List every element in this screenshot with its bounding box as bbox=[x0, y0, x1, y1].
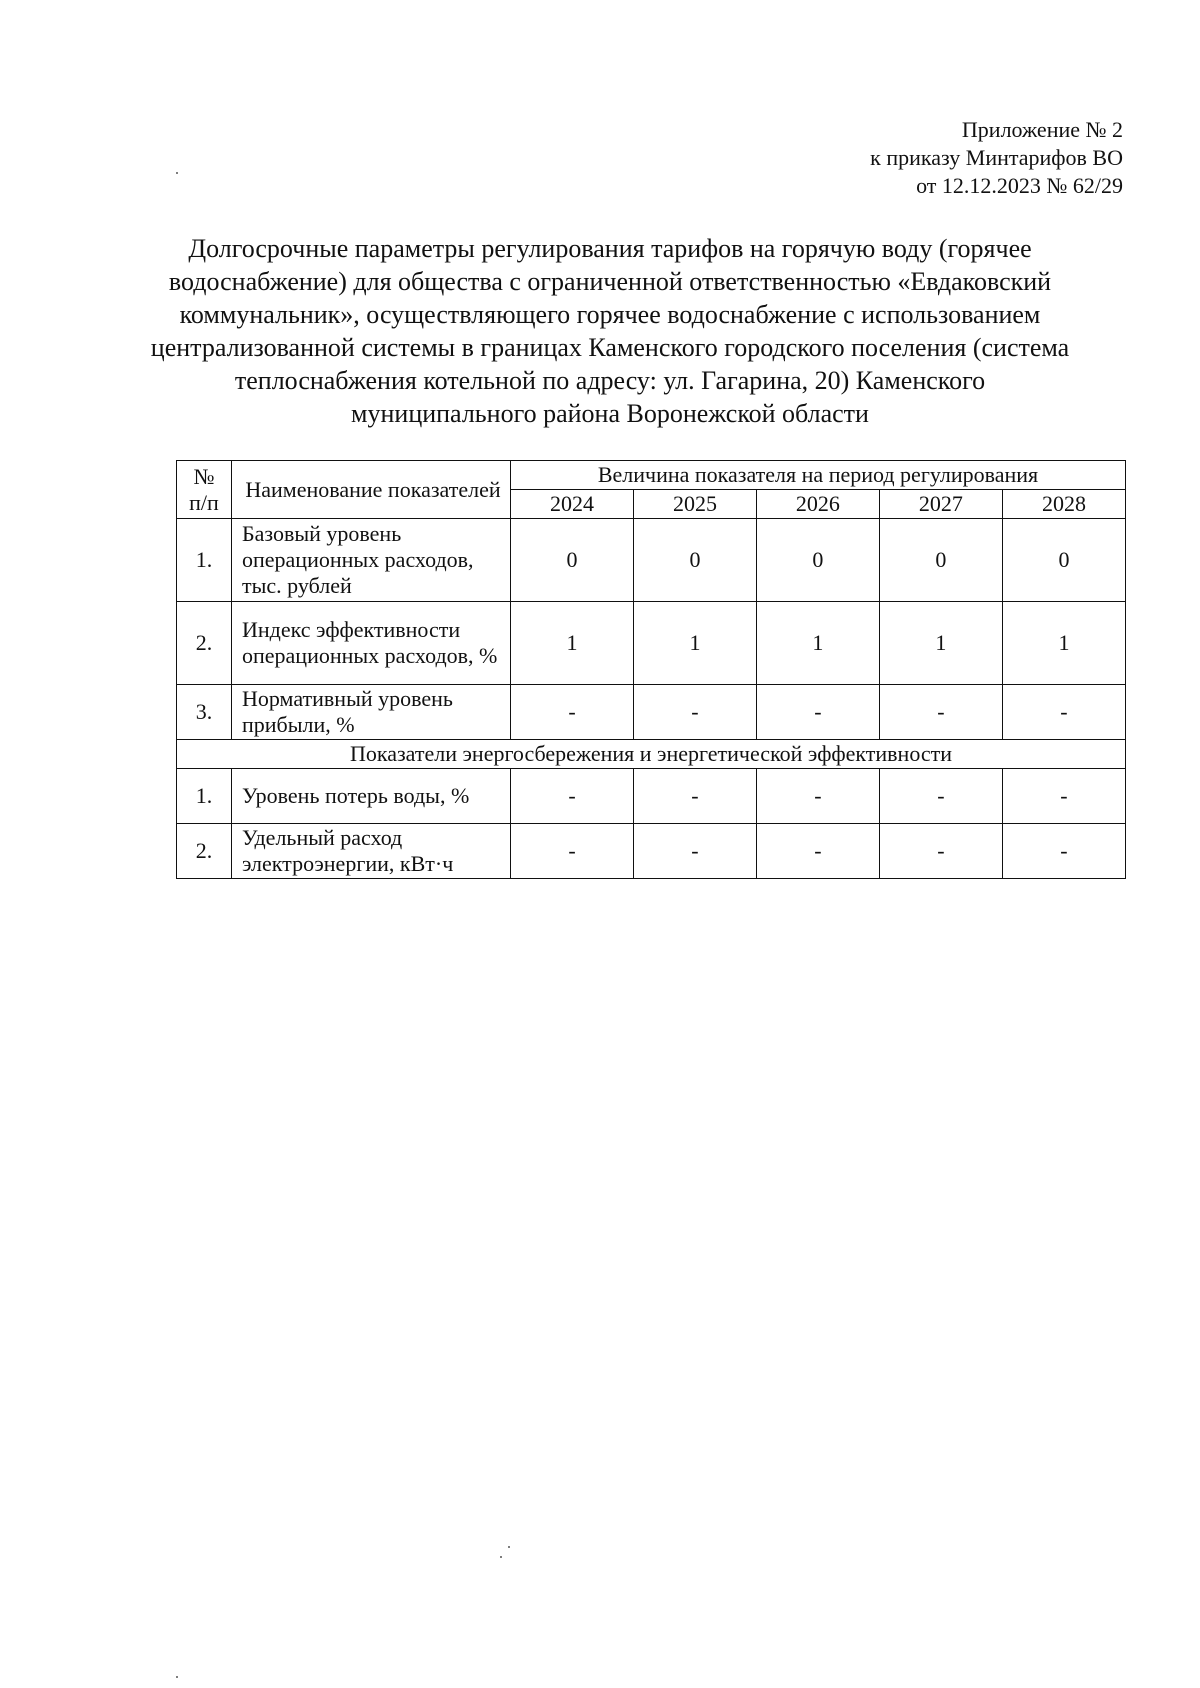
scan-speck bbox=[508, 1546, 510, 1548]
row-value: - bbox=[633, 685, 756, 740]
document-title: Долгосрочные параметры регулирования тарифов на горячую воду (горячее водоснабжение) для общества с ограниченной ответственностью «Евдаковский коммунальник», осуществляющего горячее водоснабжение с использованием централизованной системы в границах Каменского городского поселения (система теплоснабжения котельной по адресу: ул. Гагарина, 20) Каменского муниципального района Воронежской области bbox=[150, 234, 1070, 428]
row-value: 0 bbox=[756, 519, 879, 602]
row-number: 3. bbox=[177, 685, 232, 740]
parameters-table bbox=[176, 460, 1126, 879]
row-number: 2. bbox=[177, 602, 232, 685]
row-value: 0 bbox=[633, 519, 756, 602]
row-value: - bbox=[879, 824, 1002, 879]
row-value: - bbox=[756, 769, 879, 824]
header-year: 2027 bbox=[879, 490, 1002, 519]
row-name: Индекс эффективности операционных расходов, % bbox=[232, 602, 511, 685]
row-value: - bbox=[1002, 824, 1125, 879]
row-value: - bbox=[511, 824, 634, 879]
row-value: - bbox=[1002, 685, 1125, 740]
section-title: Показатели энергосбережения и энергетической эффективности bbox=[177, 740, 1126, 769]
table-row bbox=[177, 602, 1126, 685]
row-number: 2. bbox=[177, 824, 232, 879]
scan-speck bbox=[500, 1556, 502, 1558]
row-name: Удельный расход электроэнергии, кВт·ч bbox=[232, 824, 511, 879]
row-value: - bbox=[756, 824, 879, 879]
annex-order-ref: к приказу Минтарифов ВО bbox=[870, 145, 1123, 170]
row-value: 1 bbox=[1002, 602, 1125, 685]
annex-number: Приложение № 2 bbox=[961, 117, 1123, 142]
row-value: 1 bbox=[511, 602, 634, 685]
row-number: 1. bbox=[177, 769, 232, 824]
table-section-row bbox=[177, 740, 1126, 769]
row-value: 0 bbox=[1002, 519, 1125, 602]
header-year: 2025 bbox=[633, 490, 756, 519]
row-value: - bbox=[511, 685, 634, 740]
header-name: Наименование показателей bbox=[232, 461, 511, 519]
header-year: 2026 bbox=[756, 490, 879, 519]
row-value: - bbox=[633, 824, 756, 879]
scan-speck bbox=[176, 172, 178, 174]
table-header-row bbox=[177, 461, 1126, 490]
row-value: - bbox=[633, 769, 756, 824]
annex-order-date: от 12.12.2023 № 62/29 bbox=[916, 173, 1123, 198]
row-value: 1 bbox=[756, 602, 879, 685]
row-number: 1. bbox=[177, 519, 232, 602]
row-name: Уровень потерь воды, % bbox=[232, 769, 511, 824]
row-value: - bbox=[879, 685, 1002, 740]
header-number: № п/п bbox=[177, 461, 232, 519]
header-year: 2028 bbox=[1002, 490, 1125, 519]
row-name: Нормативный уровень прибыли, % bbox=[232, 685, 511, 740]
row-value: - bbox=[756, 685, 879, 740]
header-period: Величина показателя на период регулирования bbox=[511, 461, 1126, 490]
row-name: Базовый уровень операционных расходов, тыс. рублей bbox=[232, 519, 511, 602]
table-row bbox=[177, 685, 1126, 740]
row-value: - bbox=[1002, 769, 1125, 824]
row-value: 0 bbox=[879, 519, 1002, 602]
scan-speck bbox=[176, 1676, 178, 1678]
table-row bbox=[177, 519, 1126, 602]
table-row bbox=[177, 769, 1126, 824]
row-value: 1 bbox=[633, 602, 756, 685]
table-row bbox=[177, 824, 1126, 879]
row-value: - bbox=[879, 769, 1002, 824]
row-value: - bbox=[511, 769, 634, 824]
header-year: 2024 bbox=[511, 490, 634, 519]
row-value: 1 bbox=[879, 602, 1002, 685]
row-value: 0 bbox=[511, 519, 634, 602]
annex-reference bbox=[870, 116, 1123, 200]
